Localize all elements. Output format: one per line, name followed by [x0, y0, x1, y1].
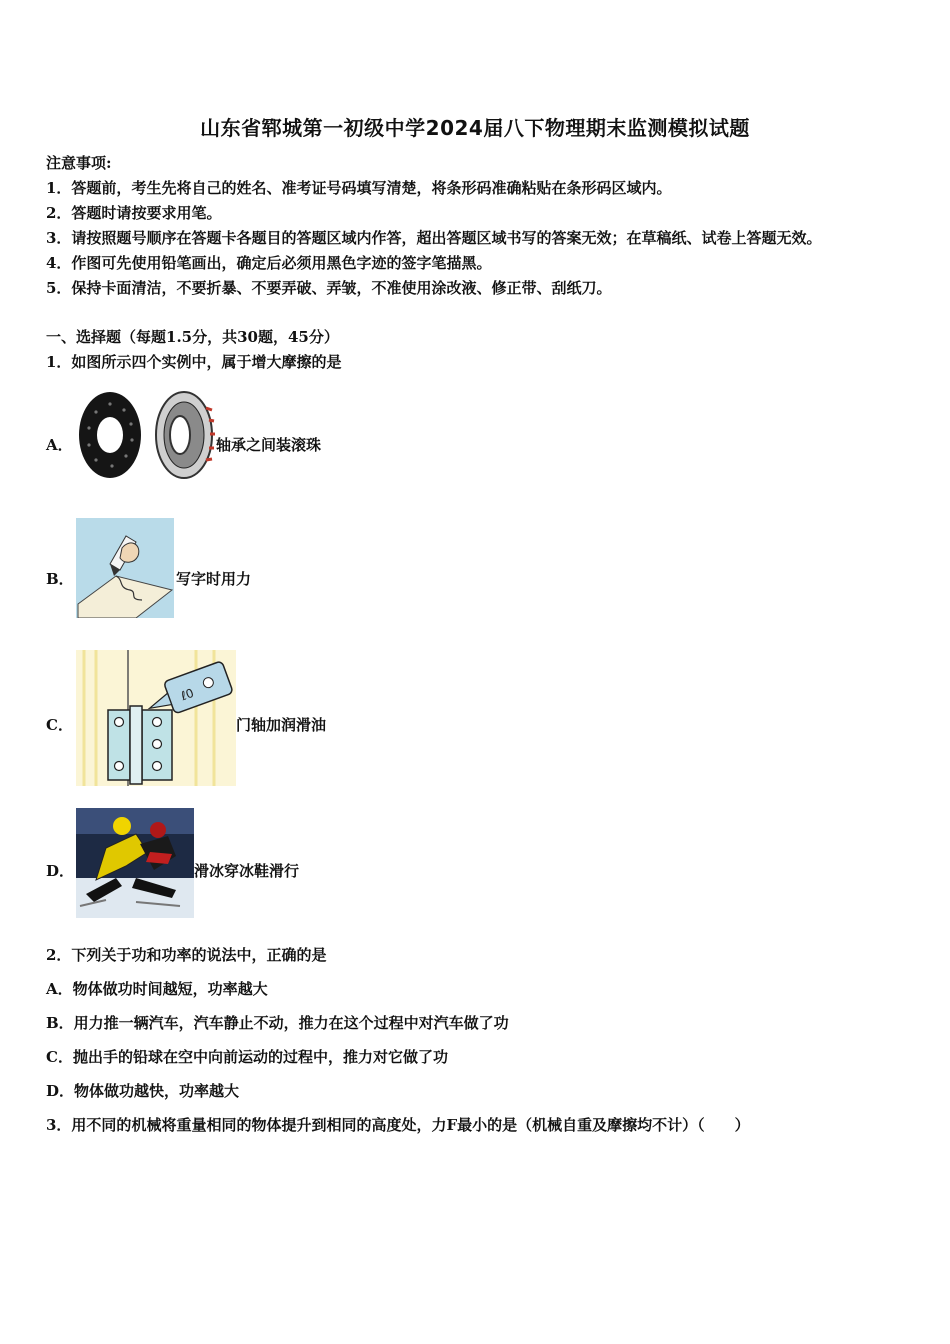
bearing-image	[76, 388, 216, 482]
notice-item-4: 4．作图可先使用铅笔画出，确定后必须用黑色字迹的签字笔描黑。	[46, 254, 492, 272]
option-c-text: 门轴加润滑油	[236, 716, 327, 734]
svg-text:ℓ0: ℓ0	[179, 685, 196, 704]
notice-item-3: 3．请按照题号顺序在答题卡各题目的答题区域内作答，超出答题区域书写的答案无效；在草稿纸、试卷上答题无效。	[46, 229, 822, 247]
writing-image	[76, 518, 174, 618]
notice-item-2: 2．答题时请按要求用笔。	[46, 204, 222, 222]
page-title: 山东省郓城第一初级中学2024届八下物理期末监测模拟试题	[200, 116, 750, 140]
question-1-stem: 1．如图所示四个实例中，属于增大摩擦的是	[46, 353, 342, 371]
question-2-option-c: C．抛出手的铅球在空中向前运动的过程中，推力对它做了功	[46, 1048, 448, 1066]
notice-item-1: 1．答题前，考生先将自己的姓名、准考证号码填写清楚，将条形码准确粘贴在条形码区域内。	[46, 179, 672, 197]
notice-heading: 注意事项:	[46, 154, 112, 172]
question-3-stem: 3．用不同的机械将重量相同的物体提升到相同的高度处，力F最小的是（机械自重及摩擦均不计）（ ）	[46, 1116, 750, 1134]
notice-item-5: 5．保持卡面清洁，不要折暴、不要弄破、弄皱，不准使用涂改液、修正带、刮纸刀。	[46, 279, 612, 297]
question-2-stem: 2．下列关于功和功率的说法中，正确的是	[46, 946, 327, 964]
question-2-option-b: B．用力推一辆汽车，汽车静止不动，推力在这个过程中对汽车做了功	[46, 1014, 509, 1032]
option-d-text: 滑冰穿冰鞋滑行	[194, 862, 300, 880]
section-heading: 一、选择题（每题1.5分，共30题，45分）	[46, 328, 339, 346]
door-hinge-image	[76, 650, 236, 786]
option-b-text: 写字时用力	[176, 570, 252, 588]
skating-image	[76, 808, 194, 918]
option-c-letter: C．	[46, 716, 73, 734]
option-d-letter: D．	[46, 862, 75, 880]
option-a-letter: A．	[46, 436, 73, 454]
option-a-text: 轴承之间装滚珠	[216, 436, 322, 454]
question-2-option-d: D．物体做功越快，功率越大	[46, 1082, 240, 1100]
question-2-option-a: A．物体做功时间越短，功率越大	[46, 980, 268, 998]
option-b-letter: B．	[46, 570, 74, 588]
